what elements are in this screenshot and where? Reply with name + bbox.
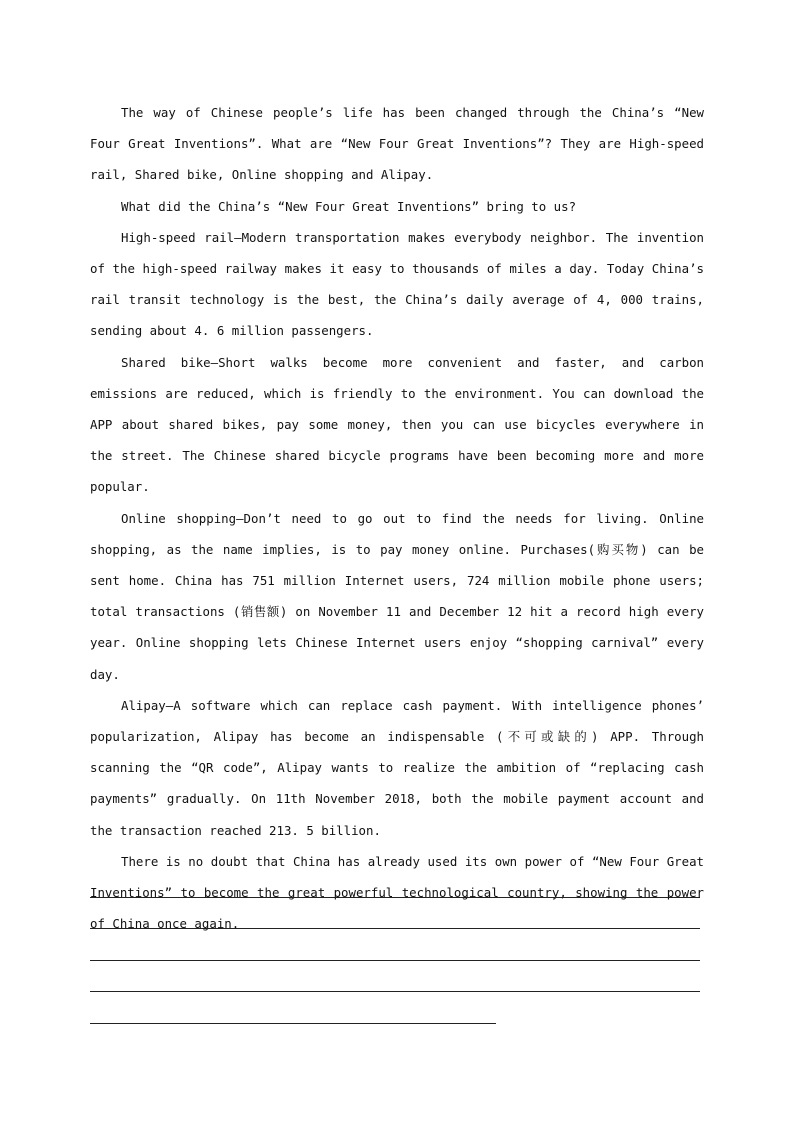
paragraph-question: What did the China’s “New Four Great Inventions” bring to us? [121, 198, 577, 214]
paragraph-online-shopping: Online shopping—Don’t need to go out to find the needs for living. Online shopping, as the name implies, is to pay money online. Purchases(购买物) can be sent home. China has 751 million Internet users, 724 million mobile phone users; total transactions (销售额) on November 11 and December 12 hit a record high every year. Online shopping lets Chinese Internet users enjoy “shopping carnival” every day. [90, 510, 704, 682]
answer-lines [90, 897, 700, 1054]
paragraph-high-speed-rail: High-speed rail—Modern transportation makes everybody neighbor. The invention of the high-speed railway makes it easy to thousands of miles a day. Today China’s rail transit technology is the best, the China’s daily average of 4, 000 trains, sending about 4. 6 million passengers. [90, 229, 704, 339]
paragraph-shared-bike: Shared bike—Short walks become more convenient and faster, and carbon emissions are reduced, which is friendly to the environment. You can download the APP about shared bikes, pay some money, then you can use bicycles everywhere in the street. The Chinese shared bicycle programs have been becoming more and more popular. [90, 354, 704, 495]
answer-line[interactable] [90, 1023, 496, 1024]
passage [90, 97, 704, 939]
answer-line[interactable] [90, 960, 700, 961]
paragraph-alipay: Alipay—A software which can replace cash payment. With intelligence phones’ popularization, Alipay has become an indispensable (不可或缺的) APP. Through scanning the “QR code”, Alipay wants to realize the ambition of “replacing cash payments” gradually. On 11th November 2018, both the mobile payment account and the transaction reached 213. 5 billion. [90, 697, 704, 838]
paragraph-intro: The way of Chinese people’s life has been changed through the China’s “New Four Great Inventions”. What are “New Four Great Inventions”? They are High-speed rail, Shared bike, Online shopping and Alipay. [90, 105, 704, 183]
answer-line[interactable] [90, 928, 700, 929]
answer-line[interactable] [90, 897, 700, 898]
answer-line[interactable] [90, 991, 700, 992]
paragraph-conclusion: There is no doubt that China has already used its own power of “New Four Great Inventions” to become the great powerful technological country, showing the power of China once again. [90, 853, 704, 932]
